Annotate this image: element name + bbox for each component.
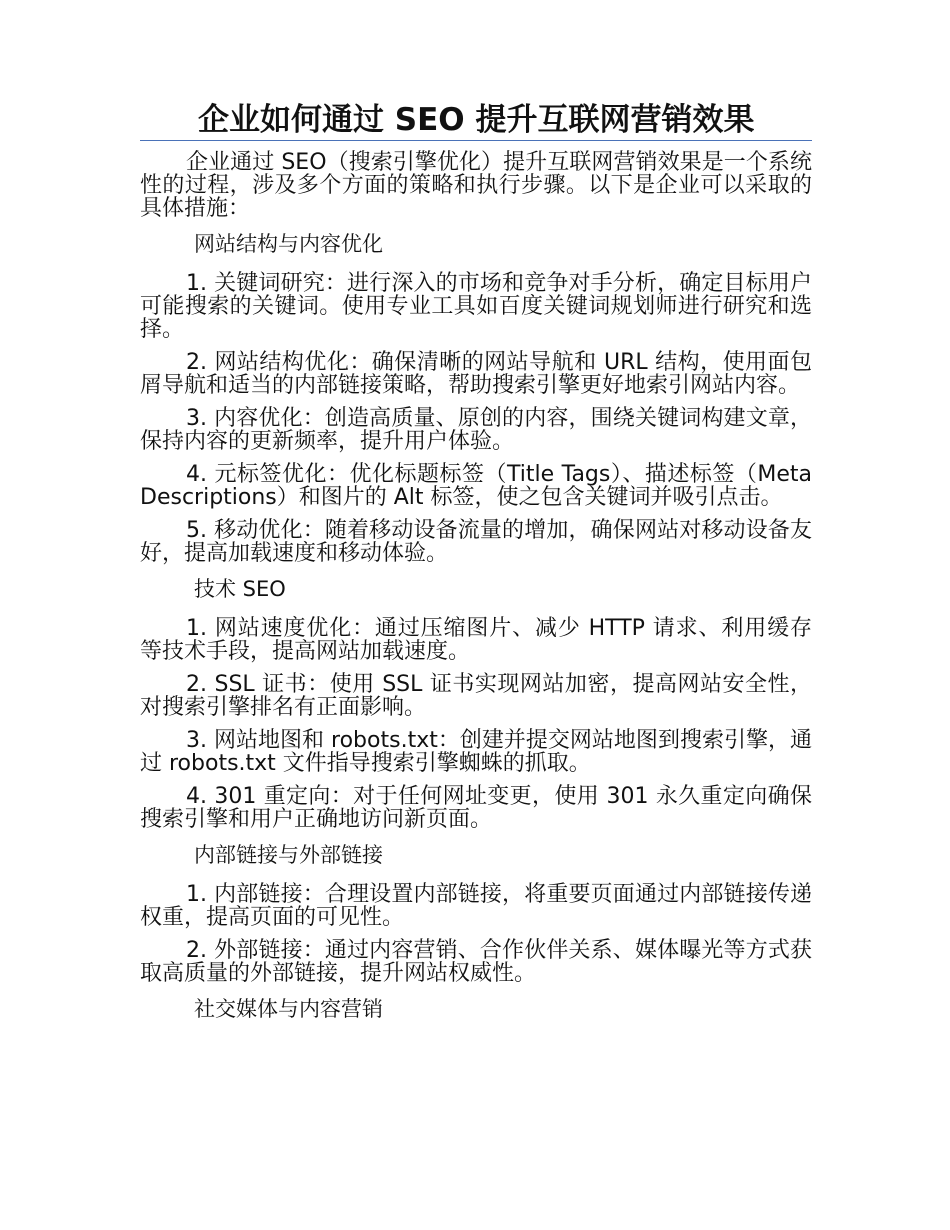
intro-paragraph: 企业通过 SEO（搜索引擎优化）提升互联网营销效果是一个系统性的过程，涉及多个方面的策略和执行步骤。以下是企业可以采取的具体措施： [140,150,812,221]
section-heading-technical-seo: 技术 SEO [194,577,286,601]
list-item: 3. 内容优化：创造高质量、原创的内容，围绕关键词构建文章，保持内容的更新频率，提升用户体验。 [140,406,812,454]
list-item: 2. 外部链接：通过内容营销、合作伙伴关系、媒体曝光等方式获取高质量的外部链接，提升网站权威性。 [140,938,812,986]
list-item: 3. 网站地图和 robots.txt：创建并提交网站地图到搜索引擎，通过 robots.txt 文件指导搜索引擎蜘蛛的抓取。 [140,728,812,776]
document-page [140,100,812,1037]
list-item: 2. SSL 证书：使用 SSL 证书实现网站加密，提高网站安全性，对搜索引擎排名有正面影响。 [140,672,812,720]
title-underline [140,140,812,141]
section-heading-social-media: 社交媒体与内容营销 [194,997,383,1021]
section-heading-links: 内部链接与外部链接 [194,843,383,867]
list-item: 1. 内部链接：合理设置内部链接，将重要页面通过内部链接传递权重，提高页面的可见性。 [140,882,812,930]
list-item: 4. 元标签优化：优化标题标签（Title Tags）、描述标签（Meta Descriptions）和图片的 Alt 标签，使之包含关键词并吸引点击。 [140,462,812,510]
document-title: 企业如何通过 SEO 提升互联网营销效果 [198,102,755,138]
list-item: 1. 关键词研究：进行深入的市场和竞争对手分析，确定目标用户可能搜索的关键词。使用专业工具如百度关键词规划师进行研究和选择。 [140,271,812,342]
list-item: 5. 移动优化：随着移动设备流量的增加，确保网站对移动设备友好，提高加载速度和移动体验。 [140,518,812,566]
section-heading-site-structure: 网站结构与内容优化 [194,232,383,256]
list-item: 1. 网站速度优化：通过压缩图片、减少 HTTP 请求、利用缓存等技术手段，提高网站加载速度。 [140,616,812,664]
list-item: 4. 301 重定向：对于任何网址变更，使用 301 永久重定向确保搜索引擎和用户正确地访问新页面。 [140,784,812,832]
list-item: 2. 网站结构优化：确保清晰的网站导航和 URL 结构，使用面包屑导航和适当的内部链接策略，帮助搜索引擎更好地索引网站内容。 [140,350,812,398]
